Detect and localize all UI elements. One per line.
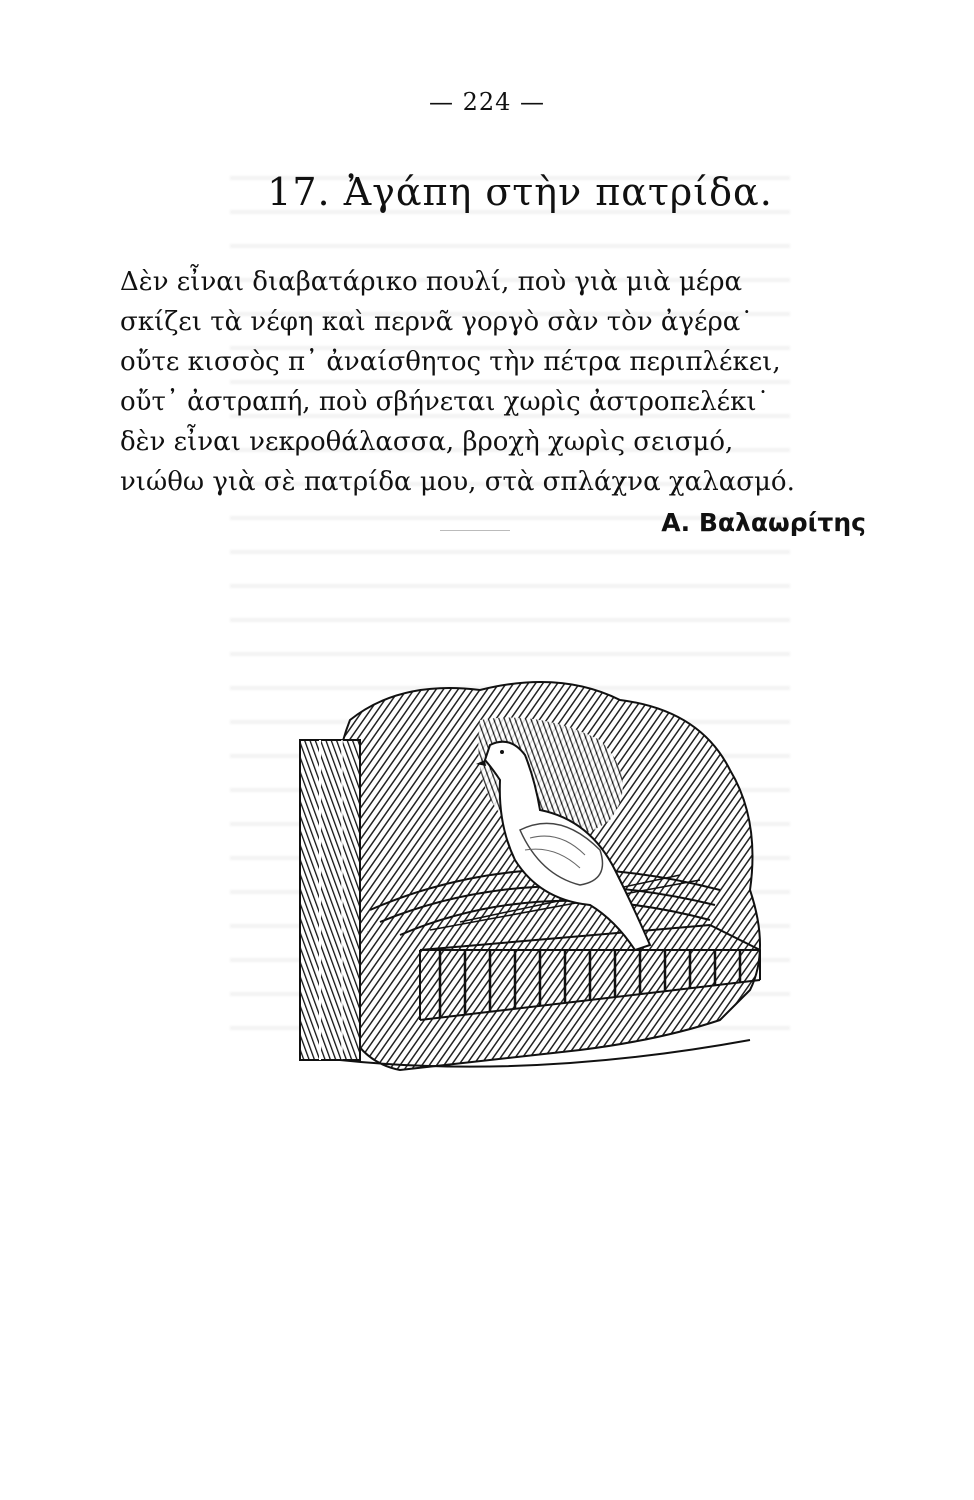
poem-line: δὲν εἶναι νεκροθάλασσα, βροχὴ χωρὶς σεισμό, xyxy=(120,427,734,457)
poem-line: οὔτε κισσὸς π᾿ ἀναίσθητος τὴν πέτρα περιπλέκει, xyxy=(120,347,781,377)
poem-body xyxy=(120,262,820,502)
poem-author: Α. Βαλαωρίτης xyxy=(661,508,866,537)
poem-title: 17. Ἀγάπη στὴν πατρίδα. xyxy=(267,170,773,214)
page-number: — 224 — xyxy=(428,88,546,116)
divider xyxy=(440,530,510,531)
dove-cage-illustration xyxy=(280,660,800,1090)
poem-line: οὔτ᾿ ἀστραπή, ποὺ σβήνεται χωρὶς ἀστροπελέκι˙ xyxy=(120,387,770,417)
poem-line: νιώθω γιὰ σὲ πατρίδα μου, στὰ σπλάχνα χαλασμό. xyxy=(120,467,795,497)
door-frame xyxy=(300,740,360,1060)
poem-line: Δὲν εἶναι διαβατάρικο πουλί, ποὺ γιὰ μιὰ μέρα xyxy=(120,267,743,297)
poem-line: σκίζει τὰ νέφη καὶ περνᾶ γοργὸ σὰν τὸν ἀγέρα˙ xyxy=(120,307,754,337)
